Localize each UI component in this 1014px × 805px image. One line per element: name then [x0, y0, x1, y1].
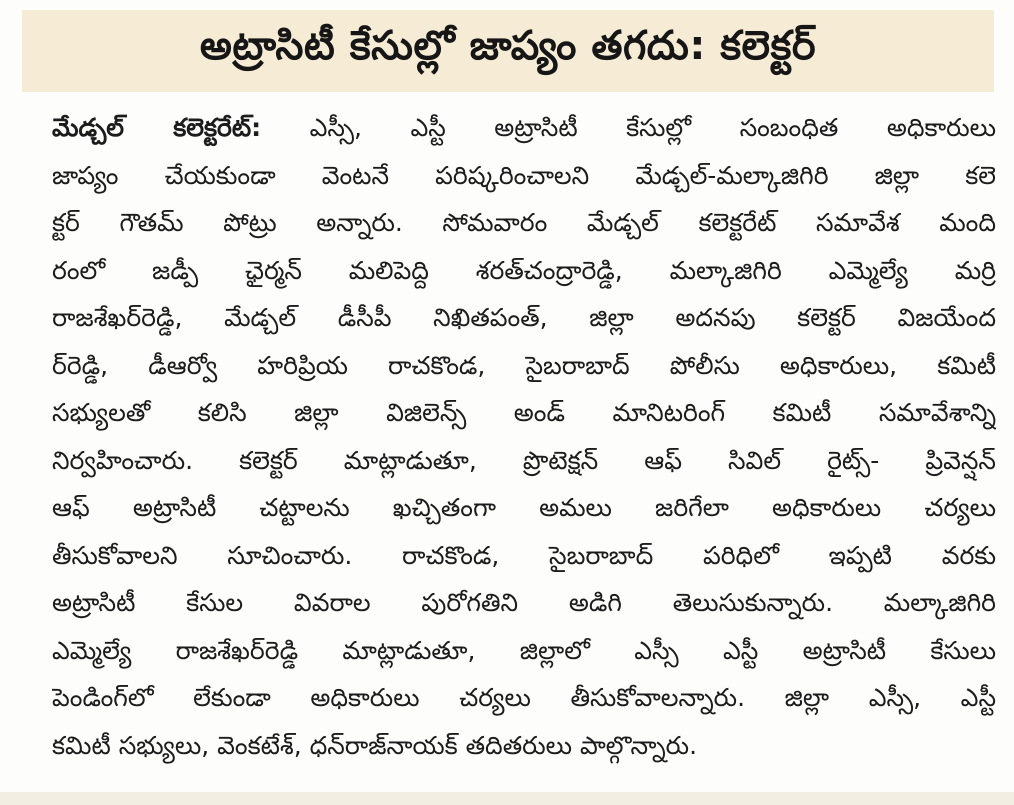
article-line: ర్‌రెడ్డి, డీఆర్వో హరిప్రియ రాచకొండ, సైబరాబాద్ పోలీసు అధికారులు, కమిటీ: [52, 350, 996, 380]
article-body: [52, 104, 996, 769]
article-line: అట్రాసిటీ కేసుల వివరాల పురోగతిని అడిగి తెలుసుకున్నారు. మల్కాజిగిరి: [52, 588, 996, 617]
article-line: ఆఫ్ అట్రాసిటీ చట్టాలను ఖచ్చితంగా అమలు జరిగేలా అధికారులు చర్యలు: [52, 493, 996, 522]
article-line: రంలో జడ్పీ ఛైర్మన్ మలిపెద్ది శరత్‌చంద్రారెడ్డి, మల్కాజిగిరి ఎమ్మెల్యే మర్రి: [52, 255, 996, 285]
article-line: క్టర్ గౌతమ్ పోట్రు అన్నారు. సోమవారం మేడ్చల్ కలెక్టరేట్ సమావేశ మంది: [52, 208, 996, 237]
article-line: తీసుకోవాలని సూచించారు. రాచకొండ, సైబరాబాద్ పరిధిలో ఇప్పటి వరకు: [52, 540, 996, 570]
article-line: నిర్వహించారు. కలెక్టర్ మాట్లాడుతూ, ప్రొటెక్షన్ ఆఫ్ సివిల్ రైట్స్- ప్రివెన్షన్: [52, 445, 996, 475]
article-line: జాప్యం చేయకుండా వెంటనే పరిష్కరించాలని మేడ్చల్-మల్కాజిగిరి జిల్లా కలె: [52, 160, 996, 190]
article-line: [52, 104, 996, 152]
article-line: సభ్యులతో కలిసి జిల్లా విజిలెన్స్ అండ్ మానిటరింగ్ కమిటీ సమావేశాన్ని: [52, 398, 996, 427]
bottom-divider: [0, 792, 1014, 805]
article-line-text: ఎస్సీ, ఎస్టీ అట్రాసిటీ కేసుల్లో సంబంధిత అధికారులు: [261, 113, 996, 142]
article-line: పెండింగ్‌లో లేకుండా అధికారులు చర్యలు తీసుకోవాలన్నారు. జిల్లా ఎస్సీ, ఎస్టీ: [52, 683, 996, 712]
headline: అట్రాసిటీ కేసుల్లో జాప్యం తగదు: కలెక్టర్: [199, 23, 817, 69]
article-line: ఎమ్మెల్యే రాజశేఖర్‌రెడ్డి మాట్లాడుతూ, జిల్లాలో ఎస్సీ ఎస్టీ అట్రాసిటీ కేసులు: [52, 635, 996, 665]
article-line: రాజశేఖర్‌రెడ్డి, మేడ్చల్ డీసీపీ నిఖితపంత్, జిల్లా అదనపు కలెక్టర్ విజయేంద: [52, 303, 996, 332]
dateline: మేడ్చల్ కలెక్టరేట్:: [52, 113, 262, 142]
headline-banner: [22, 10, 994, 92]
article-line: కమిటీ సభ్యులు, వెంకటేశ్, ధన్‌రాజ్‌నాయక్ తదితరులు పాల్గొన్నారు.: [52, 730, 698, 760]
